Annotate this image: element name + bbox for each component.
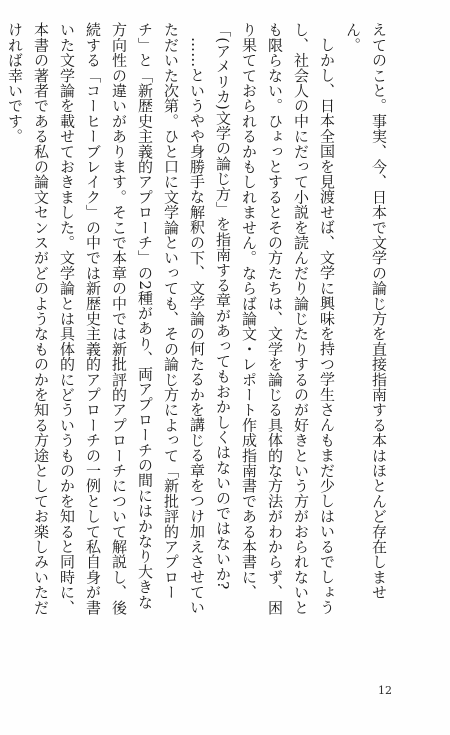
paragraph-3: ……というやや身勝手な解釈の下、文学論の何たるかを講じる章をつけ加えさせていただいた次第。ひと口に文学論といっても、その論じ方によって「新批評的アプローチ」と「新歴史主義的アプローチ」の2種があり、両アプローチの間にはかなり大きな方向性の違いがあります。そこで本章の中では新批評的アプローチについて解説し、後続する「コーヒーブレイク」の中では新歴史主義的アプローチの一例として私自身が書いた文学論を載せておきました。文学論とは具体的にどういうものかを知ると同時に、本書の著者である私の論文センスがどのようなものかを知る方途としてお楽しみいただければ幸いです。 (6, 22, 206, 615)
page-number: 12 (378, 684, 392, 697)
paragraph-4 (0, 22, 2, 617)
body-text (0, 22, 392, 617)
paragraph-1: えてのこと。事実、今、日本で文学の論じ方を直接指南する本はほとんど存在しません。 (344, 22, 388, 600)
paragraph-2: しかし、日本全国を見渡せば、文学に興味を持つ学生さんもまだ少しはいるでしょうし、社会人の中にだって小説を読んだり論じたりするのが好きという方がおられないとも限らない。ひょっとするとその方たちは、文学を論じる具体的な方法がわからず、困り果てておられるかもしれません。ならば論文・レポート作成指南書である本書に、「(アメリカ)文学の論じ方」を指南する章があってもおかしくはないのではないか? (214, 22, 336, 615)
